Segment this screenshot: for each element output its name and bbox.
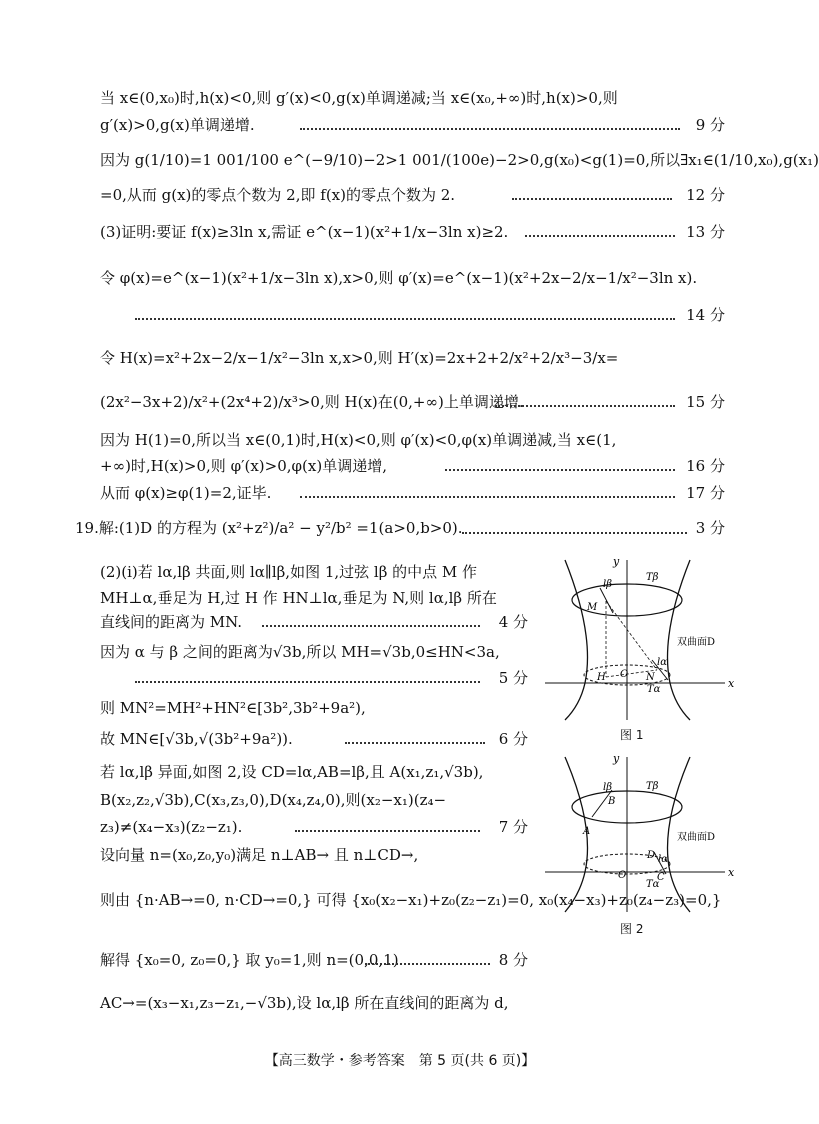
plane-ta-label: Tα [647, 684, 661, 695]
score-13: 13 分 [686, 223, 725, 241]
axis-y-label: y [613, 555, 620, 568]
point-m-label: M [587, 602, 598, 613]
hyperboloid-label: 双曲面D [677, 832, 716, 843]
plane-tb-label: Tβ [646, 572, 659, 583]
figure-2 [540, 752, 740, 917]
figure-1-diagram [540, 555, 740, 725]
score-4: 4 分 [498, 613, 528, 631]
text-line-1: 当 x∈(0,x₀)时,h(x)<0,则 g′(x)<0,g(x)单调递减;当 x∈(x₀,+∞)时,h(x)>0,则 [100, 89, 618, 107]
point-d-label: D [647, 850, 656, 861]
text-line-5: (3)证明:要证 f(x)≥3ln x,需证 e^(x−1)(x²+1/x−3ln x)≥2. [100, 223, 509, 241]
line-la-label: lα [658, 854, 668, 865]
text-line-6: 令 φ(x)=e^(x−1)(x²+1/x−3ln x),x>0,则 φ′(x)=e^(x−1)(x²+2x−2/x−1/x²−3ln x). [100, 269, 698, 287]
text-line-7: 令 H(x)=x²+2x−2/x−1/x²−3ln x,x>0,则 H′(x)=2x+2+2/x²+2/x³−3/x= [100, 349, 619, 367]
score-5: 5 分 [498, 669, 528, 687]
dot-leader [512, 198, 672, 200]
dot-leader [135, 681, 480, 683]
page-footer: 【高三数学・参考答案 第 5 页(共 6 页)】 [264, 1053, 536, 1069]
score-9: 9 分 [695, 116, 725, 134]
origin-label: O [620, 669, 629, 680]
text-line-17: 则 MN²=MH²+HN²∈[3b²,3b²+9a²), [100, 699, 366, 717]
line-lb-label: lβ [603, 579, 612, 590]
text-line-22: 设向量 n=(x₀,z₀,y₀)满足 n⊥AB→ 且 n⊥CD→, [100, 846, 419, 864]
axis-y-label: y [613, 752, 620, 765]
text-line-13: (2)(ⅰ)若 lα,lβ 共面,则 lα∥lβ,如图 1,过弦 lβ 的中点 M 作 [100, 563, 478, 581]
dot-leader [345, 742, 485, 744]
plane-tb-label: Tβ [646, 781, 659, 792]
figure-1-caption: 图 1 [620, 728, 644, 742]
text-line-12: 19.解:(1)D 的方程为 (x²+z²)/a² − y²/b² =1(a>0,b>0). [75, 519, 463, 537]
axis-x-label: x [728, 866, 735, 879]
text-line-21: z₃)≠(x₄−x₃)(z₂−z₁). [100, 818, 243, 836]
point-c-label: C [657, 872, 665, 883]
text-line-24: 解得 {x₀=0, z₀=0,} 取 y₀=1,则 n=(0,0,1). [100, 951, 404, 969]
axis-x-label: x [728, 677, 735, 690]
dot-leader [135, 318, 675, 320]
text-line-19: 若 lα,lβ 异面,如图 2,设 CD=lα,AB=lβ,且 A(x₁,z₁,√3b), [100, 763, 484, 781]
score-17: 17 分 [686, 484, 725, 502]
text-line-14: MH⊥α,垂足为 H,过 H 作 HN⊥lα,垂足为 N,则 lα,lβ 所在 [100, 589, 497, 607]
text-line-4: =0,从而 g(x)的零点个数为 2,即 f(x)的零点个数为 2. [100, 186, 456, 204]
hyperboloid-label: 双曲面D [677, 637, 716, 648]
point-a-label: A [583, 826, 591, 837]
dot-leader [295, 830, 480, 832]
text-line-16: 因为 α 与 β 之间的距离为√3b,所以 MH=√3b,0≤HN<3a, [100, 643, 500, 661]
text-line-25: AC→=(x₃−x₁,z₃−z₁,−√3b),设 lα,lβ 所在直线间的距离为 d, [100, 994, 509, 1012]
dot-leader [262, 625, 480, 627]
dot-leader [365, 963, 490, 965]
text-line-3: 因为 g(1/10)=1 001/100 e^(−9/10)−2>1 001/(100e)−2>0,g(x₀)<g(1)=0,所以∃x₁∈(1/10,x₀),g(x₁) [100, 151, 819, 169]
dot-leader [300, 128, 680, 130]
text-line-9: 因为 H(1)=0,所以当 x∈(0,1)时,H(x)<0,则 φ′(x)<0,φ(x)单调递减,当 x∈(1, [100, 431, 617, 449]
score-14: 14 分 [686, 306, 725, 324]
origin-label: O [618, 870, 627, 881]
text-line-2: g′(x)>0,g(x)单调递增. [100, 116, 255, 134]
figure-1 [540, 555, 740, 725]
line-lb-label: lβ [603, 782, 612, 793]
text-line-11: 从而 φ(x)≥φ(1)=2,证毕. [100, 484, 272, 502]
text-line-8: (2x²−3x+2)/x²+(2x⁴+2)/x³>0,则 H(x)在(0,+∞)上单调递增. [100, 393, 524, 411]
dot-leader [495, 405, 675, 407]
text-line-20: B(x₂,z₂,√3b),C(x₃,z₃,0),D(x₄,z₄,0),则(x₂−x₁)(z₄− [100, 791, 447, 809]
text-line-10: +∞)时,H(x)>0,则 φ′(x)>0,φ(x)单调递增, [100, 457, 387, 475]
score-8: 8 分 [498, 951, 528, 969]
score-6: 6 分 [498, 730, 528, 748]
text-line-23: 则由 {n·AB→=0, n·CD→=0,} 可得 {x₀(x₂−x₁)+z₀(z₂−z₁)=0, x₀(x₄−x₃)+z₀(z₄−z₃)=0,} [100, 891, 722, 909]
text-line-15: 直线间的距离为 MN. [100, 613, 243, 631]
line-la-label: lα [657, 657, 667, 668]
figure-2-diagram [540, 752, 740, 917]
dot-leader [462, 532, 687, 534]
figure-2-caption: 图 2 [620, 922, 644, 936]
dot-leader [445, 469, 675, 471]
score-7: 7 分 [498, 818, 528, 836]
score-12: 12 分 [686, 186, 725, 204]
score-16: 16 分 [686, 457, 725, 475]
point-h-label: H [597, 672, 606, 683]
score-3: 3 分 [695, 519, 725, 537]
plane-ta-label: Tα [646, 879, 660, 890]
dot-leader [300, 496, 675, 498]
dot-leader [525, 235, 675, 237]
text-line-18: 故 MN∈[√3b,√(3b²+9a²)). [100, 730, 293, 748]
point-b-label: B [608, 796, 616, 807]
score-15: 15 分 [686, 393, 725, 411]
point-n-label: N [646, 672, 655, 683]
